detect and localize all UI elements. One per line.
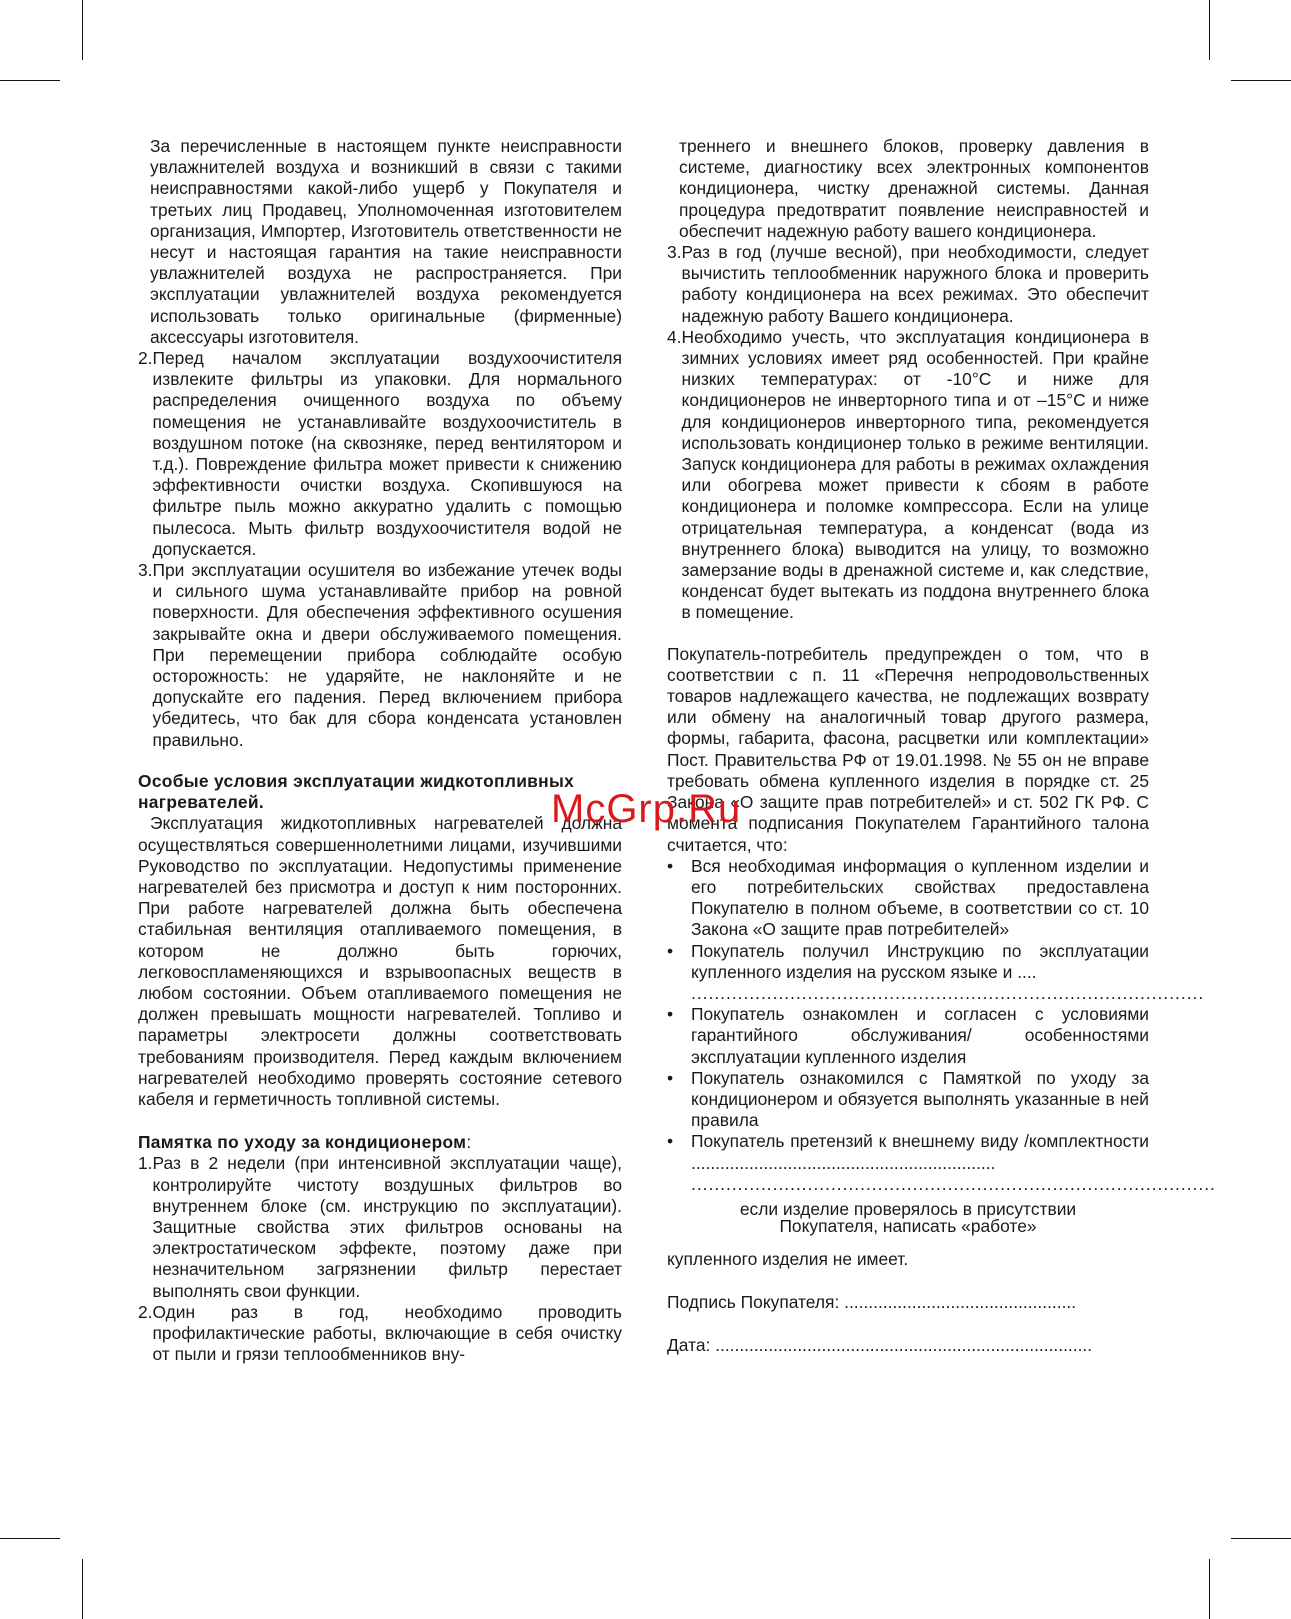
list-item-dehumidifier bbox=[138, 560, 622, 751]
left-column bbox=[138, 136, 622, 1365]
bullet-icon: • bbox=[667, 940, 674, 961]
footnote-line: если изделие проверялось в присутствии bbox=[739, 1198, 1077, 1219]
list-text: Раз в 2 недели (при интенсивной эксплуатации чаще), контролируйте чистоту воздушных фильтров во внутреннем блоке (см. инструкцию по эксплуатации). Защитные свойства этих фильтров основаны на электростатическом эффекте, поэтому даже при незначительном загрязнении фильтр перестает выполнять свои функции. bbox=[152, 1153, 622, 1301]
bullet-text: Покупатель получил Инструкцию по эксплуатации купленного изделия на русском языке и .... bbox=[691, 940, 1149, 982]
watermark-logo: McGrp.Ru bbox=[551, 787, 742, 831]
signature-field[interactable] bbox=[667, 1292, 1149, 1313]
paragraph-no-claims: купленного изделия не имеет. bbox=[667, 1248, 909, 1269]
fill-in-line[interactable]: ........................................................................................ bbox=[691, 982, 1205, 1003]
bullet-text: Вся необходимая информация о купленном изделии и его потребительских свойствах предоставлена Покупателю в полном объеме, в соответствии со ст. 10 Закона «О защите прав потребителей» bbox=[691, 855, 1149, 940]
crop-mark bbox=[1231, 80, 1291, 81]
list-number: 1. bbox=[138, 1153, 153, 1174]
list-text: Один раз в год, необходимо проводить профилактические работы, включающие в себя очистку от пыли и грязи теплообменников вну- bbox=[152, 1301, 622, 1365]
bullet-item-information bbox=[667, 856, 1149, 941]
bullet-icon: • bbox=[667, 1004, 674, 1025]
list-text: При эксплуатации осушителя во избежание утечек воды и сильного шума устанавливайте прибор на ровной поверхности. Для обеспечения эффективного осушения закрывайте окна и двери обслуживаемого помещения. При перемещении прибора соблюдайте особую осторожность: не ударяйте, не наклоняйте и не допускайте его падения. Перед включением прибора убедитесь, что бак для сбора конденсата установлен правильно. bbox=[152, 560, 622, 750]
footnote bbox=[667, 1198, 1149, 1236]
list-number: 2. bbox=[138, 348, 153, 369]
right-column bbox=[667, 136, 1216, 1357]
list-item-ac-maintenance bbox=[138, 1302, 622, 1366]
signature-label: Подпись Покупателя: bbox=[667, 1292, 840, 1313]
crop-mark bbox=[82, 1559, 83, 1619]
heading-suffix: : bbox=[466, 1132, 472, 1153]
list-number: 4. bbox=[667, 326, 682, 347]
list-text: Перед началом эксплуатации воздухоочистителя извлеките фильтры из упаковки. Для нормального распределения очищенного воздуха по объему помещения не устанавливайте воздухоочиститель в воздушном потоке (на сквозняке, перед вентилятором и т.д.). Повреждение фильтра может привести к снижению эффективности очистки воздуха. Скопившуюся на фильтре пыль можно аккуратно удалить с помощью пылесоса. Мыть фильтр воздухоочистителя водой не допускается. bbox=[152, 348, 622, 559]
bullet-icon: • bbox=[667, 1131, 674, 1152]
heading-text: Памятка по уходу за кондиционером bbox=[138, 1132, 467, 1153]
list-number: 2. bbox=[138, 1301, 153, 1322]
list-item-ac-winter bbox=[667, 327, 1149, 624]
bullet-text: Покупатель претензий к внешнему виду /комплектности ............................................................... bbox=[691, 1131, 1149, 1173]
crop-mark bbox=[0, 1538, 60, 1539]
date-dots: .............................................................................. bbox=[715, 1335, 1093, 1356]
date-field[interactable] bbox=[667, 1335, 1149, 1356]
bullet-item-no-claims bbox=[667, 1131, 1149, 1173]
list-item-ac-filters bbox=[138, 1153, 622, 1301]
paragraph-humidifier-warranty: За перечисленные в настоящем пункте неисправности увлажнителей воздуха и возникший в связи с такими неисправностями какой-либо ущерб у Покупателя и третьих лиц Продавец, Уполномоченная изготовителем организация, Импортер, Изготовитель ответственности не несут и настоящая гарантия на такие неисправности увлажнителей воздуха не распространяется. При эксплуатации увлажнителей воздуха рекомендуется использовать только оригинальные (фирменные) аксессуары изготовителя. bbox=[150, 136, 622, 347]
bullet-item-instruction bbox=[667, 941, 1149, 983]
bullet-icon: • bbox=[667, 855, 674, 876]
bullet-item-care-memo bbox=[667, 1068, 1149, 1132]
list-text: Раз в год (лучше весной), при необходимости, следует вычистить теплообменник наружного блока и проверить работу кондиционера на всех режимах. Это обеспечит надежную работу Вашего кондиционера. bbox=[681, 242, 1149, 326]
bullet-text: Покупатель ознакомлен и согласен с условиями гарантийного обслуживания/ особенностями эксплуатации купленного изделия bbox=[691, 1004, 1149, 1067]
fill-in-line[interactable]: .......................................................................................... bbox=[691, 1173, 1216, 1194]
bullet-item-warranty-terms bbox=[667, 1004, 1149, 1068]
paragraph-ac-maintenance-continued: треннего и внешнего блоков, проверку давления в системе, диагностику всех электронных компонентов кондиционера, чистку дренажной системы. Данная процедура предотвратит появление неисправностей и обеспечит надежную работу вашего кондиционера. bbox=[679, 136, 1149, 241]
crop-mark bbox=[1209, 1559, 1210, 1619]
footnote-line: Покупателя, написать «работе» bbox=[779, 1215, 1037, 1236]
crop-mark bbox=[0, 80, 60, 81]
date-label: Дата: bbox=[667, 1335, 711, 1356]
section-heading-ac-care bbox=[138, 1132, 622, 1153]
bullet-icon: • bbox=[667, 1067, 674, 1088]
list-number: 3. bbox=[667, 242, 682, 263]
section-heading-liquid-fuel-heaters: Особые условия эксплуатации жидкотопливных нагревателей. bbox=[138, 770, 575, 813]
crop-mark bbox=[1231, 1538, 1291, 1539]
crop-mark bbox=[82, 0, 83, 60]
signature-dots: ................................................ bbox=[844, 1292, 1077, 1313]
list-text: Необходимо учесть, что эксплуатация кондиционера в зимних условиях имеет ряд особенностей. При крайне низких температурах: от -10°С и ниже для кондиционеров не инверторного типа и от –15°С и ниже для кондиционеров инверторного типа, рекомендуется использовать кондиционер только в режиме вентиляции. Запуск кондиционера для работы в режимах охлаждения или обогрева может привести к сбоям в работе кондиционера и поломке компрессора. Если на улице отрицательная температура, а конденсат (вода из внутреннего блока) выводится на улицу, то возможно замерзание воды в дренажной системе и, как следствие, конденсат будет вытекать из поддона внутреннего блока в помещение. bbox=[681, 326, 1149, 623]
list-number: 3. bbox=[138, 560, 153, 581]
paragraph-consumer-notice: Покупатель-потребитель предупрежден о том, что в соответствии с п. 11 «Перечня непродовольственных товаров надлежащего качества, не подлежащих возврату или обмену на аналогичный товар другого размера, формы, габарита, фасона, расцветки или комплектации» Пост. Правительства РФ от 19.01.1998. № 55 он не вправе требовать обмена купленного изделия в порядке ст. 25 Закона «О защите прав потребителей» и ст. 502 ГК РФ. С момента подписания Покупателем Гарантийного талона считается, что: bbox=[667, 643, 1149, 855]
bullet-text: Покупатель ознакомился с Памяткой по уходу за кондиционером и обязуется выполнять указанные в ней правила bbox=[691, 1067, 1149, 1131]
crop-mark bbox=[1209, 0, 1210, 60]
list-item-ac-outdoor-unit bbox=[667, 242, 1149, 327]
list-item-air-purifier bbox=[138, 348, 622, 560]
paragraph-heaters: Эксплуатация жидкотопливных нагревателей должна осуществляться совершеннолетними лицами, изучившими Руководство по эксплуатации. Недопустимы применение нагревателей без присмотра и доступ к ним посторонних. При работе нагревателей должна быть обеспечена стабильная вентиляция отапливаемого помещения, в котором не должно быть горючих, легковоспламеняющихся и взрывоопасных веществ в любом состоянии. Объем отапливаемого помещения не должен превышать мощности нагревателей. Топливо и параметры электросети должны соответствовать требованиям производителя. Перед каждым включением нагревателей необходимо проверять состояние сетевого кабеля и герметичность топливной системы. bbox=[138, 813, 622, 1109]
